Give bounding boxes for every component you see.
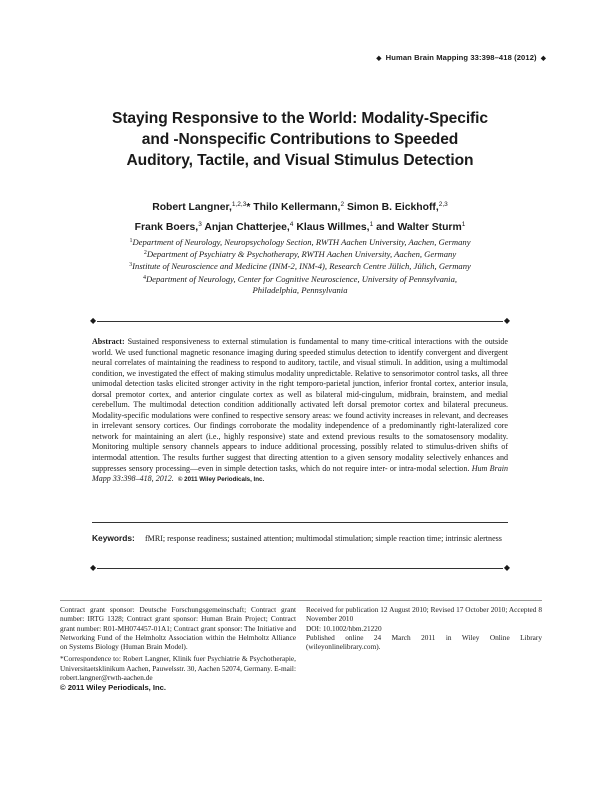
affiliations <box>60 236 540 296</box>
keywords-label: Keywords: <box>92 533 135 543</box>
divider-rule <box>92 522 508 523</box>
footnotes-left <box>60 605 296 682</box>
author-affil: 1 <box>461 220 466 228</box>
author-affil: 2,3 <box>438 201 448 208</box>
footnotes-right <box>306 605 542 651</box>
affiliation-number: 4 <box>142 274 146 281</box>
author-name: Frank Boers, <box>134 221 199 233</box>
affiliation-text: Philadelphia, Pennsylvania <box>252 284 348 295</box>
author-name: Klaus Willmes, <box>296 221 370 233</box>
author-line <box>60 217 540 237</box>
footnote-rule <box>60 600 542 601</box>
paper-title <box>60 108 540 171</box>
affiliation-text: Department of Psychiatry & Psychotherapy, RWTH Aachen University, Aachen, Germany <box>146 249 457 260</box>
affiliation <box>60 285 540 296</box>
abstract-label: Abstract: <box>92 337 125 346</box>
author-line <box>60 197 540 217</box>
abstract <box>92 337 508 486</box>
author-name: Thilo Kellermann, <box>253 202 341 213</box>
author-affil: 1 <box>369 220 374 228</box>
affiliation <box>60 260 540 272</box>
divider-rule <box>90 316 510 325</box>
keywords-text: fMRI; response readiness; sustained attention; multimodal stimulation; simple reaction time; intrinsic alertness <box>145 534 502 543</box>
title-line: Staying Responsive to the World: Modality-Specific <box>112 110 488 127</box>
published-footnote: Published online 24 March 2011 in Wiley Online Library (wileyonlinelibrary.com). <box>306 632 542 652</box>
author-affil: 3 <box>198 220 202 228</box>
affiliation-number: 2 <box>143 250 147 257</box>
title-line: and -Nonspecific Contributions to Speeded <box>141 131 459 148</box>
diamond-icon: ◆ <box>503 563 510 572</box>
author-name: Simon B. Eickhoff, <box>346 202 439 213</box>
diamond-icon: ◆ <box>90 563 97 572</box>
affiliation <box>60 248 540 260</box>
affiliation-text: Department of Neurology, Center for Cognitive Neuroscience, University of Pennsylvania, <box>145 273 458 284</box>
journal-citation: Human Brain Mapping 33:398–418 (2012) <box>385 53 537 62</box>
diamond-icon: ◆ <box>540 55 546 62</box>
affiliation <box>60 273 540 285</box>
affiliation-text: Institute of Neuroscience and Medicine (INM-2, INM-4), Research Centre Jülich, Jülich, Germany <box>132 261 471 272</box>
keywords <box>92 533 508 544</box>
running-head <box>374 53 548 62</box>
affiliation-text: Department of Neurology, Neuropsychology Section, RWTH Aachen University, Aachen, Germany <box>132 237 471 247</box>
diamond-icon: ◆ <box>376 55 382 62</box>
diamond-icon: ◆ <box>503 316 510 325</box>
correspondence-footnote: *Correspondence to: Robert Langner, Klinik fuer Psychiatrie & Psychotherapie, Universitaetsklinikum Aachen, Pauwelsstr. 30, Aachen 52074, Germany. E-mail: robert.langner@rwth-aachen.de <box>60 654 296 683</box>
abstract-body: Sustained responsiveness to external stimulation is fundamental to many time-critical interactions with the outside world. We used functional magnetic resonance imaging during speeded stimulus detection to identify convergent and divergent neural correlates of maintaining the readiness to respond to auditory, tactile, and visual stimuli. In addition, using a multimodal condition, we investigated the effect of making stimulus modality unpredictable. Relative to sensorimotor control tasks, all three unimodal detection tasks elicited stronger activity in the right temporo-parietal junction, inferior frontal cortex, anterior insula, dorsal premotor cortex, and anterior cingulate cortex as well as bilateral mid-cingulum, midbrain, brainstem, and medial cerebellum. The multimodal detection condition additionally activated left dorsal premotor cortex and bilateral precuneus. Modality-specific modulations were confined to respective sensory areas: we found activity increases in relevant, and decreases in irrelevant sensory cortices. Our findings corroborate the modality independence of a predominantly right-lateralized core network for maintaining an alert (i.e., highly responsive) state and extend previous results to the somatosensory modality. Monitoring multiple sensory channels appears to induce additional processing, possibly related to stimulus-driven shifts of intermodal attention. The results further suggest that directing attention to a given sensory modality selectively enhances and suppresses sensory processing—even in simple detection tasks, which do not require inter- or intra-modal selection. <box>92 337 508 473</box>
copyright-footer: © 2011 Wiley Periodicals, Inc. <box>60 683 166 692</box>
abstract-copyright: © 2011 Wiley Periodicals, Inc. <box>177 476 265 484</box>
affiliation-number: 3 <box>129 262 133 269</box>
author-affil: 4 <box>289 220 294 228</box>
corresponding-mark: * <box>246 202 251 213</box>
grant-footnote: Contract grant sponsor: Deutsche Forschungsgemeinschaft; Contract grant number: IRTG 1328; Contract grant sponsor: Human Brain Project; Contract grant number: R01-MH074457-01A1; Contract grant sponsor: The Initiative and Networking Fund of the Helmholtz Association within the Helmholtz Alliance on Systems Biology (Human Brain Model). <box>60 605 296 652</box>
divider-rule <box>90 563 510 572</box>
author-affil: 2 <box>340 201 345 208</box>
author-affil: 1,2,3 <box>231 201 247 208</box>
author-list <box>60 197 540 236</box>
diamond-icon: ◆ <box>90 316 97 325</box>
affiliation <box>60 236 540 248</box>
doi-footnote: DOI: 10.1002/hbm.21220 <box>306 623 382 633</box>
author-name: Anjan Chatterjee, <box>204 221 290 233</box>
title-line: Auditory, Tactile, and Visual Stimulus Detection <box>126 152 474 169</box>
affiliation-number: 1 <box>129 238 133 244</box>
received-footnote: Received for publication 12 August 2010; Revised 17 October 2010; Accepted 8 November 2010 <box>306 605 542 624</box>
abstract-citation: Hum Brain Mapp 33:398–418, 2012. <box>92 463 508 484</box>
author-name: Robert Langner, <box>152 202 232 213</box>
author-name: and Walter Sturm <box>376 221 462 233</box>
